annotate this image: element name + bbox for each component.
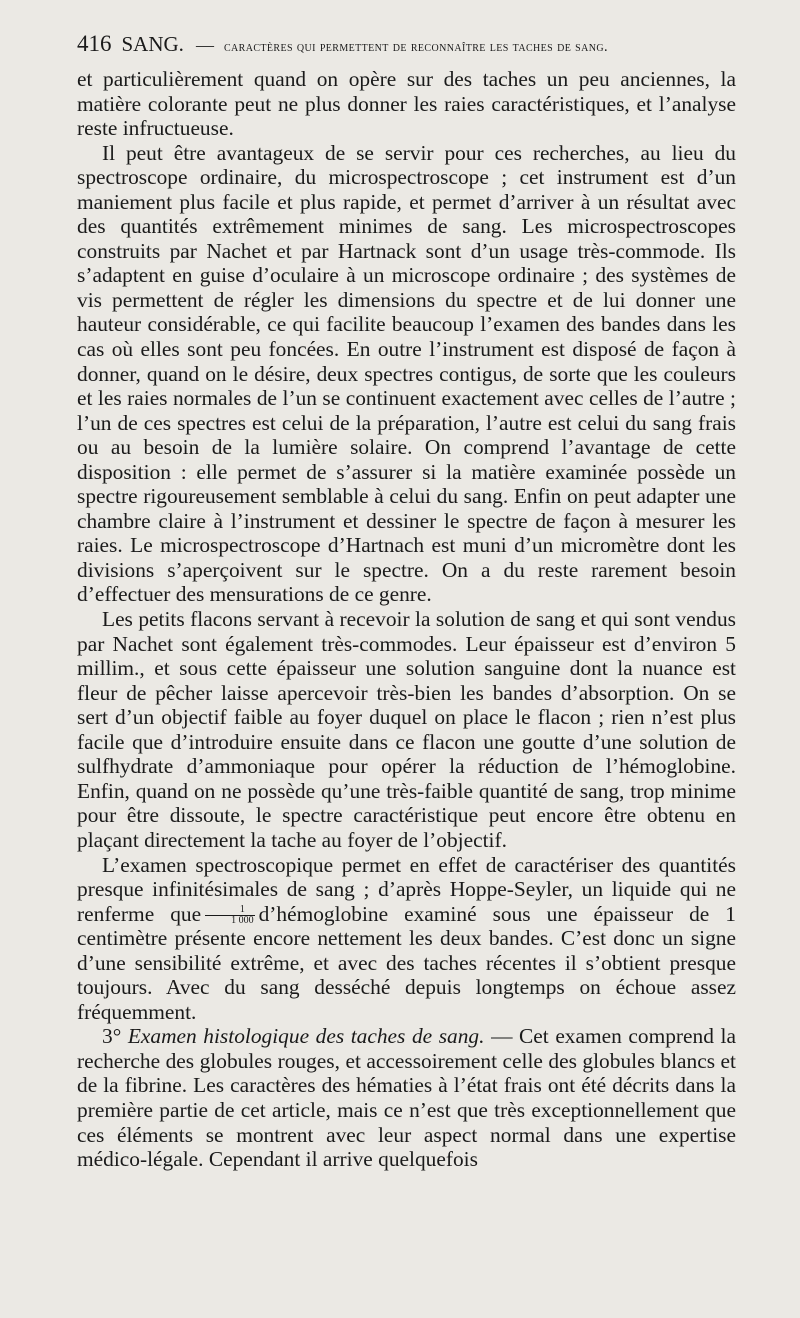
paragraph-5 xyxy=(77,1024,736,1171)
paragraph-2: Il peut être avantageux de se servir pour ces recherches, au lieu du spectroscope ordinaire, du microspectroscope ; cet instrument est d’un maniement plus facile et plus rapide, et permet d’arriver à un résultat avec des quantités extrêmement minimes de sang. Les microspectroscopes construits par Nachet et par Hartnack sont d’un usage très-commode. Ils s’adaptent en guise d’oculaire à un microscope ordinaire ; des systèmes de vis permettent de régler les dimensions du spectre et de lui donner une hauteur considérable, ce qui facilite beaucoup l’examen des bandes dans les cas où elles sont peu foncées. En outre l’instrument est disposé de façon à donner, quand on le désire, deux spectres contigus, de sorte que les couleurs et les raies normales de l’un se continuent exactement avec celles de l’autre ; l’un de ces spectres est celui de la préparation, l’autre est celui du sang frais ou au besoin de la lumière solaire. On comprend l’avantage de cette disposition : elle permet de s’assurer si la matière examinée possède un spectre rigoureusement semblable à celui du sang. Enfin on peut adapter une chambre claire à l’instrument et dessiner le spectre de façon à mesurer les raies. Le microspectroscope d’Hartnach est muni d’un micromètre dont les divisions s’aperçoivent sur le spectre. On a du reste rarement besoin d’effectuer des mensurations de ce genre. xyxy=(77,140,736,607)
section-heading-dash: — xyxy=(491,1024,513,1049)
paragraph-4-end: d’hémoglobine examiné sous une épaisseur de 1 centimètre présente encore nettement les deux bandes. C’est donc un signe d’une sensibilité extrême, et avec des taches récentes il s’obtient presque toujours. Avec du sang desséché depuis longtemps on échoue assez fréquemment. xyxy=(77,901,736,1024)
section-number: 3° xyxy=(102,1024,122,1049)
paragraph-3: Les petits flacons servant à recevoir la solution de sang et qui sont vendus par Nachet sont également très-commodes. Leur épaisseur est d’environ 5 millim., et sous cette épaisseur une solution sanguine dont la nuance est fleur de pêcher laisse apercevoir très-bien les bandes d’absorption. On se sert d’un objectif faible au foyer duquel on place le flacon ; rien n’est plus facile que d’introduire ensuite dans ce flacon une goutte d’une solution de sulfhydrate d’ammoniaque pour opérer la réduction de l’hémoglobine. Enfin, quand on ne possède qu’une très-faible quantité de sang, trop minime pour être dissoute, le spectre caractéristique peut encore être obtenu en plaçant directement la tache au foyer de l’objectif. xyxy=(77,607,736,852)
paragraph-4-start: L’examen spectroscopique permet en effet de caractériser des quantités presque infinitésimales de sang ; d’après Hoppe-Seyler, un liquide qui ne renferme que xyxy=(77,852,736,926)
paragraph-1: et particulièrement quand on opère sur des taches un peu anciennes, la matière colorante peut ne plus donner les raies caractéristiques, et l’analyse reste infructueuse. xyxy=(77,67,736,141)
section-title: SANG. xyxy=(121,32,184,56)
fraction-denominator: 1 000 xyxy=(231,915,254,927)
fraction xyxy=(205,905,255,926)
paragraph-5-text: Cet examen comprend la recherche des globules rouges, et accessoirement celle des globules blancs et de la fibrine. Les caractères des hématies à l’état frais ont été décrits dans la première partie de cet article, mais ce n’est que très exceptionnellement que ces éléments se montrent avec leur aspect normal dans une expertise médico-légale. Cependant il arrive quelquefois xyxy=(77,1024,736,1172)
page-number: 416 xyxy=(77,31,112,56)
fraction-numerator: 1 xyxy=(205,905,255,916)
header-dash: — xyxy=(195,35,214,55)
running-header xyxy=(77,31,736,65)
page-body xyxy=(77,67,736,1172)
running-title: caractères qui permettent de reconnaître les taches de sang. xyxy=(223,39,608,55)
section-heading: Examen histologique des taches de sang. xyxy=(127,1024,485,1049)
paragraph-4 xyxy=(77,853,736,1025)
